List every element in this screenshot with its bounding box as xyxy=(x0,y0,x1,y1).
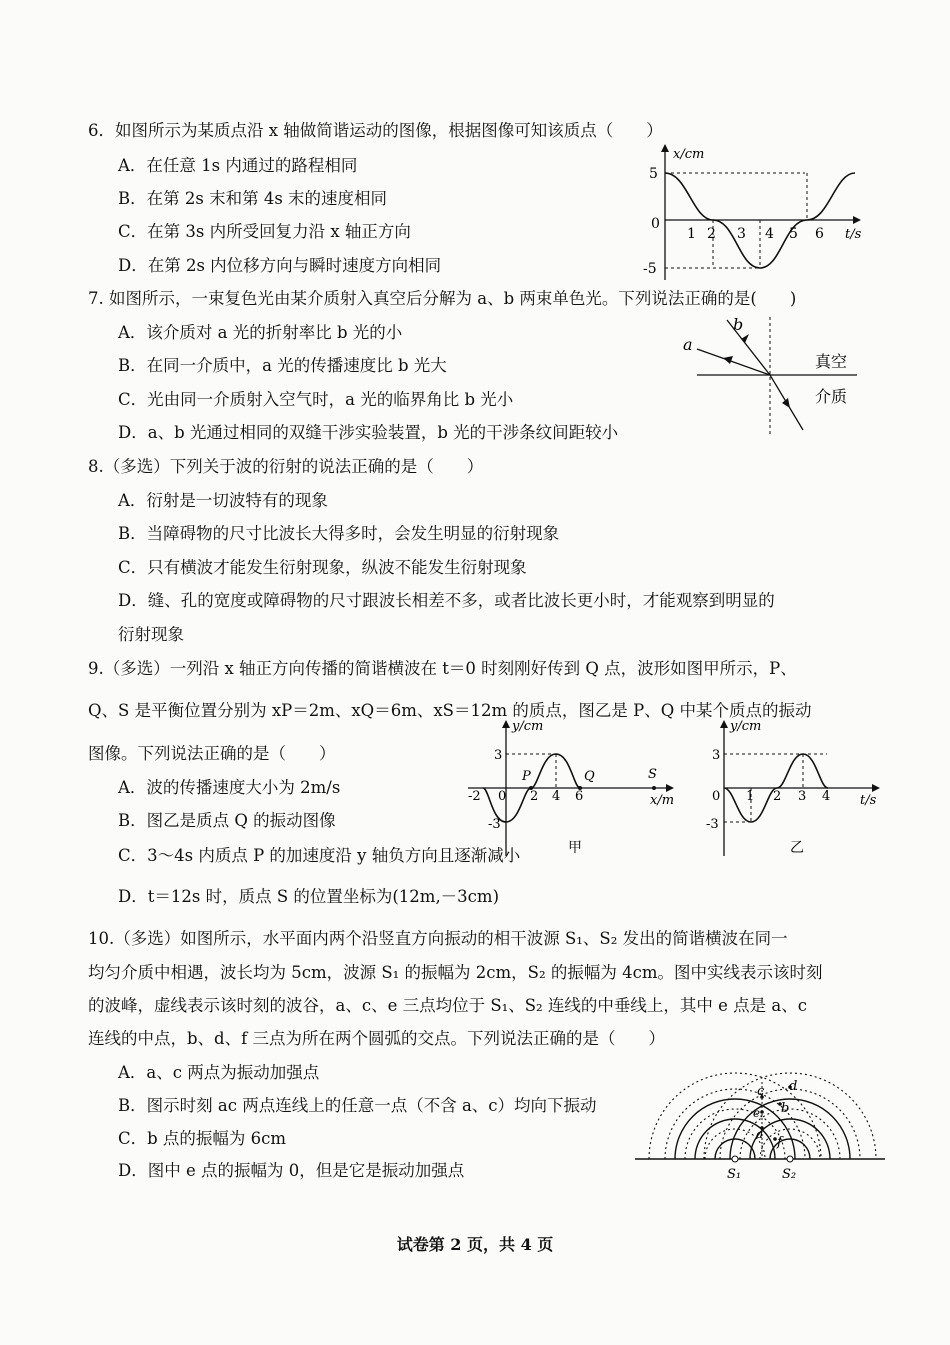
q6-tick-5: 5 xyxy=(649,166,658,182)
q7-label-a: a xyxy=(683,335,693,354)
q8-option-c: C．只有横波才能发生衍射现象，纵波不能发生衍射现象 xyxy=(118,558,527,577)
q9-option-c: C．3～4s 内质点 P 的加速度沿 y 轴负方向且逐渐减小 xyxy=(118,846,521,865)
svg-text:-3: -3 xyxy=(488,817,501,832)
q9-stem-2: Q、S 是平衡位置分别为 xP＝2m、xQ＝6m、xS＝12m 的质点，图乙是 P、Q 中某个质点的振动 xyxy=(88,701,812,720)
q7-label-vacuum: 真空 xyxy=(815,352,848,371)
q9-stem-1: 9.（多选）一列沿 x 轴正方向传播的简谐横波在 t＝0 时刻刚好传到 Q 点，波形如图甲所示，P、 xyxy=(88,659,797,678)
q6-option-b: B．在第 2s 末和第 4s 末的速度相同 xyxy=(118,189,388,208)
q6-tick-neg5: -5 xyxy=(643,261,657,277)
q6-t-tick-2: 2 xyxy=(707,226,716,242)
q10-point-a: a xyxy=(756,1127,764,1141)
page-footer: 试卷第 2 页，共 4 页 xyxy=(396,1235,554,1254)
q7-stem: 7. 如图所示，一束复色光由某介质射入真空后分解为 a、b 两束单色光。下列说法正确的是( ) xyxy=(88,289,797,308)
q8-option-b: B．当障碍物的尺寸比波长大得多时，会发生明显的衍射现象 xyxy=(118,524,560,543)
svg-text:2: 2 xyxy=(773,789,782,804)
q10-option-c: C．b 点的振幅为 6cm xyxy=(118,1129,287,1148)
q6-stem: 6．如图所示为某质点沿 x 轴做简谐运动的图像，根据图像可知该质点（ ） xyxy=(88,121,663,140)
q10-source-s1 xyxy=(732,1156,738,1162)
q10-option-a: A．a、c 两点为振动加强点 xyxy=(118,1063,320,1082)
svg-text:4: 4 xyxy=(552,789,561,804)
svg-text:1: 1 xyxy=(746,789,755,804)
q6-y-label: x/cm xyxy=(673,147,705,162)
q6-xt-graph xyxy=(635,140,870,280)
q6-t-tick-3: 3 xyxy=(737,226,746,242)
q9-option-a: A．波的传播速度大小为 2m/s xyxy=(118,778,341,797)
q9-point-q: Q xyxy=(584,769,595,784)
q6-option-c: C．在第 3s 内所受回复力沿 x 轴正方向 xyxy=(118,222,411,241)
svg-text:3: 3 xyxy=(798,789,807,804)
q10-point-b: b xyxy=(781,1101,790,1116)
q10-point-f: f xyxy=(777,1135,782,1150)
q8-option-d-cont: 衍射现象 xyxy=(118,625,184,644)
svg-text:0: 0 xyxy=(498,789,507,804)
q6-t-tick-5: 5 xyxy=(789,226,798,242)
svg-text:3: 3 xyxy=(494,748,503,763)
svg-text:t/s: t/s xyxy=(860,793,877,808)
q8-stem: 8.（多选）下列关于波的衍射的说法正确的是（ ） xyxy=(88,457,484,476)
q9-wave-figure-jia xyxy=(458,716,683,861)
svg-text:3: 3 xyxy=(712,748,721,763)
q10-point-e: e xyxy=(753,1106,761,1120)
q7-option-a: A．该介质对 a 光的折射率比 b 光的小 xyxy=(118,323,403,342)
q9-caption-yi: 乙 xyxy=(790,840,804,856)
q7-option-d: D．a、b 光通过相同的双缝干涉实验装置，b 光的干涉条纹间距较小 xyxy=(118,423,619,442)
q7-option-b: B．在同一介质中，a 光的传播速度比 b 光大 xyxy=(118,356,447,375)
q7-option-c: C．光由同一介质射入空气时，a 光的临界角比 b 光小 xyxy=(118,390,514,409)
q10-option-d: D．图中 e 点的振幅为 0，但是它是振动加强点 xyxy=(118,1161,465,1180)
q6-t-tick-4: 4 xyxy=(765,226,774,242)
q9-option-b: B．图乙是质点 Q 的振动图像 xyxy=(118,811,336,830)
svg-text:x/m: x/m xyxy=(650,793,675,808)
svg-text:4: 4 xyxy=(822,789,831,804)
q7-label-medium: 介质 xyxy=(815,387,848,406)
q10-point-c: c xyxy=(757,1084,765,1099)
q6-t-arrow xyxy=(853,216,861,224)
q10-line-2: 均匀介质中相遇，波长均为 5cm，波源 S₁ 的振幅为 2cm，S₂ 的振幅为 4cm。图中实线表示该时刻 xyxy=(88,963,823,982)
q8-option-a: A．衍射是一切波特有的现象 xyxy=(118,491,328,510)
q10-label-s1: S₁ xyxy=(727,1167,742,1182)
svg-text:0: 0 xyxy=(712,789,721,804)
q7-refraction-figure xyxy=(675,312,865,437)
svg-text:y/cm: y/cm xyxy=(512,719,544,734)
svg-text:y/cm: y/cm xyxy=(730,719,762,734)
q6-t-label: t/s xyxy=(845,227,862,242)
q9-point-p: P xyxy=(522,769,531,784)
q6-option-a: A．在任意 1s 内通过的路程相同 xyxy=(118,156,358,175)
q10-option-b: B．图示时刻 ac 两点连线上的任意一点（不含 a、c）均向下振动 xyxy=(118,1096,597,1115)
q10-line-3: 的波峰，虚线表示该时刻的波谷，a、c、e 三点均位于 S₁、S₂ 连线的中垂线上，其中 e 点是 a、c xyxy=(88,996,807,1015)
q10-source-s2 xyxy=(787,1156,793,1162)
q9-option-d: D．t＝12s 时，质点 S 的位置坐标为(12m,－3cm) xyxy=(118,887,500,906)
q6-option-d: D．在第 2s 内位移方向与瞬时速度方向相同 xyxy=(118,256,442,275)
q10-line-4: 连线的中点，b、d、f 三点为所在两个圆弧的交点。下列说法正确的是（ ） xyxy=(88,1029,665,1048)
q10-line-1: 10.（多选）如图所示，水平面内两个沿竖直方向振动的相干波源 S₁、S₂ 发出的简谐横波在同一 xyxy=(88,929,788,948)
q6-tick-0: 0 xyxy=(651,216,660,232)
q9-vibration-figure-yi xyxy=(700,716,885,861)
svg-text:-2: -2 xyxy=(468,789,481,804)
q9-stem-3: 图像。下列说法正确的是（ ） xyxy=(88,744,336,763)
q6-t-tick-6: 6 xyxy=(815,226,824,242)
q6-y-arrow xyxy=(661,144,669,152)
q10-label-s2: S₂ xyxy=(782,1167,797,1182)
svg-text:2: 2 xyxy=(530,789,539,804)
q7-label-b: b xyxy=(733,315,744,334)
svg-text:6: 6 xyxy=(575,789,584,804)
svg-text:-3: -3 xyxy=(706,817,719,832)
q10-interference-figure xyxy=(635,1070,885,1185)
q6-t-tick-1: 1 xyxy=(687,226,696,242)
q9-point-s: S xyxy=(648,767,657,782)
q10-point-d: d xyxy=(789,1079,798,1094)
q9-caption-jia: 甲 xyxy=(568,840,582,856)
q8-option-d: D．缝、孔的宽度或障碍物的尺寸跟波长相差不多，或者比波长更小时，才能观察到明显的 xyxy=(118,591,775,610)
